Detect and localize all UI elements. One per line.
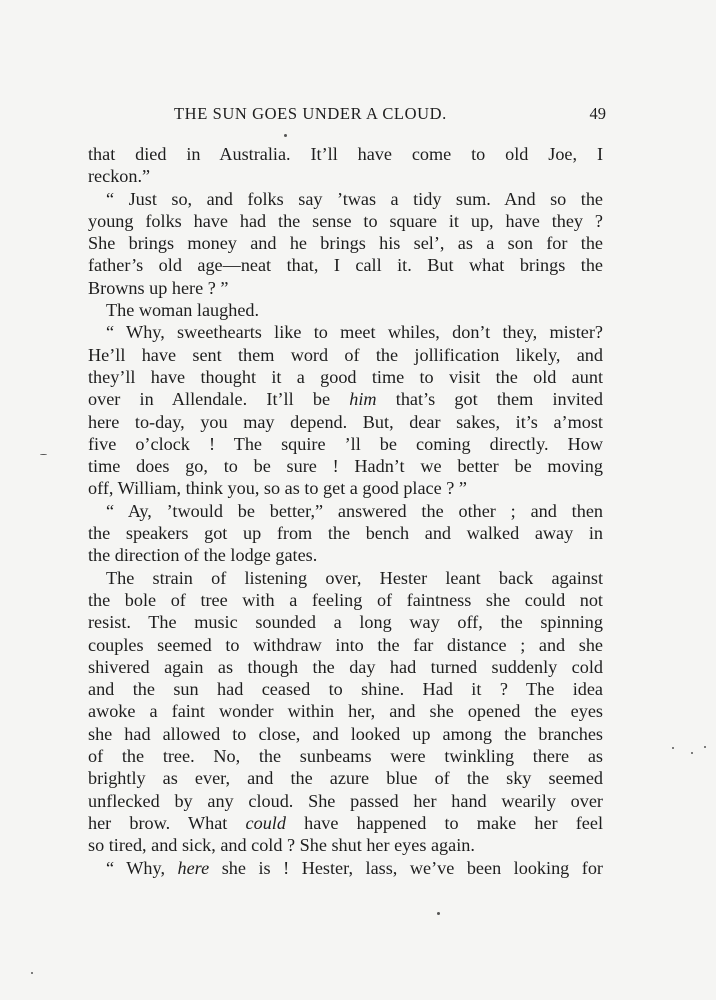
text-line: the speakers got up from the bench and walked away in	[88, 523, 603, 544]
text-line: She brings money and he brings his sel’, as a son for the	[88, 233, 603, 254]
scan-speck	[31, 972, 33, 974]
text-line: the direction of the lodge gates.	[88, 545, 318, 566]
scan-speck	[691, 752, 693, 754]
text-line: she had allowed to close, and looked up among the branches	[88, 723, 603, 744]
text-line: “ Why, sweethearts like to meet whiles, don’t they, mister?	[106, 322, 603, 343]
text-line: brightly as ever, and the azure blue of the sky seemed	[88, 768, 603, 789]
text-line: unflecked by any cloud. She passed her hand wearily over	[88, 790, 603, 811]
text-run: over in Allendale. It’ll be	[88, 389, 350, 410]
text-line: the bole of tree with a feeling of faintness she could not	[88, 589, 603, 610]
text-run: “ Why,	[106, 857, 178, 878]
text-line: young folks have had the sense to square it up, have they ?	[88, 210, 603, 231]
scan-speck	[704, 746, 706, 748]
text-line: resist. The music sounded a long way off, the spinning	[88, 612, 603, 633]
text-line: five o’clock ! The squire ’ll be coming directly. How	[88, 433, 603, 454]
text-line: and the sun had ceased to shine. Had it ? The idea	[88, 679, 603, 700]
text-line: “ Just so, and folks say ’twas a tidy sum. And so the	[106, 188, 603, 209]
body-text	[88, 143, 603, 879]
italic-text: here	[177, 857, 210, 878]
text-line: off, William, think you, so as to get a good place ? ”	[88, 478, 467, 499]
italic-text: him	[349, 389, 377, 410]
text-line: He’ll have sent them word of the jollification likely, and	[88, 344, 603, 365]
text-line: couples seemed to withdraw into the far distance ; and she	[88, 634, 603, 655]
text-line: father’s old age—neat that, I call it. But what brings the	[88, 255, 603, 276]
page-number: 49	[589, 104, 606, 123]
text-line	[88, 388, 603, 410]
text-line: The woman laughed.	[106, 300, 260, 321]
running-header	[88, 104, 608, 124]
text-run: have happened to make her feel	[285, 812, 603, 833]
running-title: THE SUN GOES UNDER A CLOUD.	[174, 104, 447, 123]
text-line: of the tree. No, the sunbeams were twinkling there as	[88, 746, 603, 767]
scan-speck	[672, 747, 674, 749]
text-line: so tired, and sick, and cold ? She shut her eyes again.	[88, 835, 475, 856]
scan-speck	[284, 134, 287, 137]
text-line: reckon.”	[88, 166, 151, 187]
text-line	[88, 857, 603, 879]
text-line: Browns up here ? ”	[88, 277, 229, 298]
text-line: they’ll have thought it a good time to visit the old aunt	[88, 366, 603, 387]
text-line: here to-day, you may depend. But, dear sakes, it’s a’most	[88, 411, 603, 432]
text-line: awoke a faint wonder within her, and she opened the eyes	[88, 701, 603, 722]
text-line: “ Ay, ’twould be better,” answered the other ; and then	[106, 500, 603, 521]
text-line	[88, 812, 603, 834]
text-line: that died in Australia. It’ll have come to old Joe, I	[88, 144, 603, 164]
text-line: shivered again as though the day had turned suddenly cold	[88, 656, 603, 677]
text-run: her brow. What	[88, 812, 246, 833]
text-line: time does go, to be sure ! Hadn’t we better be moving	[88, 456, 603, 477]
scan-speck	[40, 454, 47, 455]
text-line: The strain of listening over, Hester leant back against	[106, 567, 603, 588]
scan-speck	[437, 912, 440, 915]
text-run: she is ! Hester, lass, we’ve been looking for	[209, 857, 603, 878]
italic-text: could	[245, 812, 286, 833]
text-run: that’s got them invited	[376, 389, 603, 410]
